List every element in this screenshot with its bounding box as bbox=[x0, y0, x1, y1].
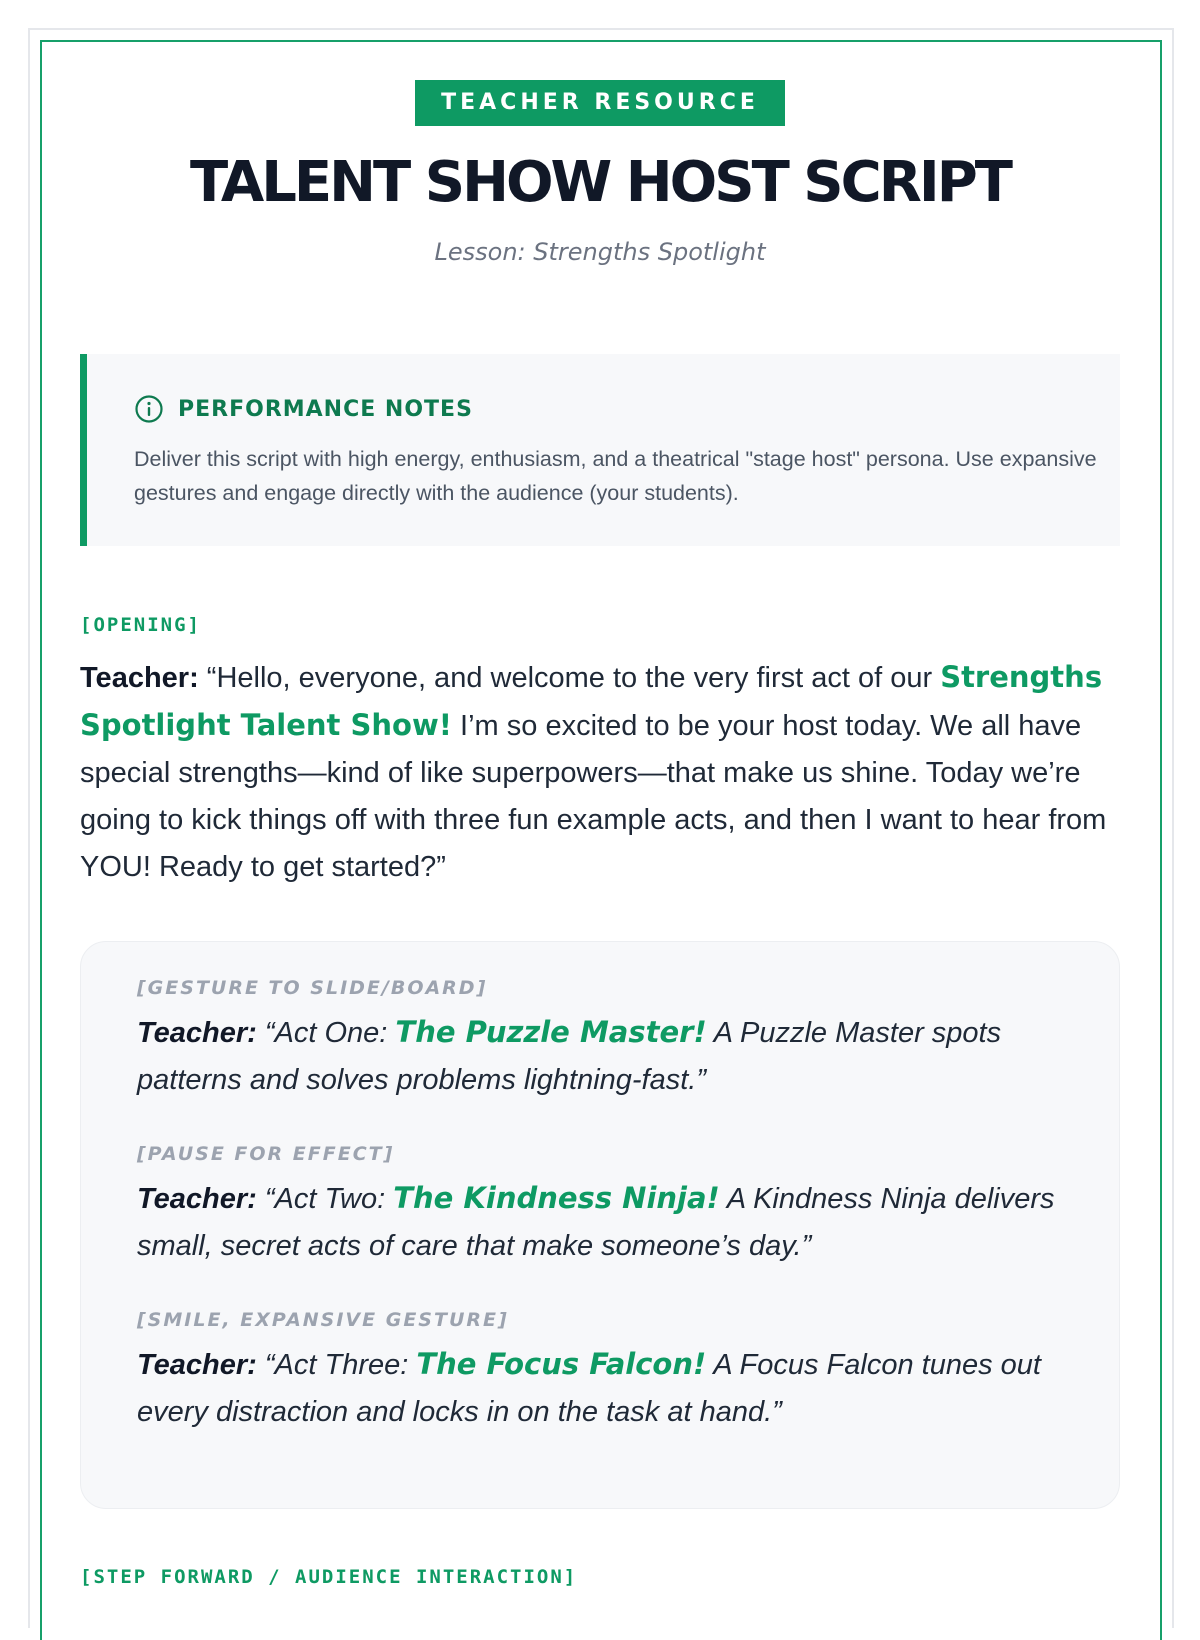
example-acts-panel bbox=[80, 941, 1120, 1509]
lesson-subtitle: Lesson: Strengths Spotlight bbox=[434, 238, 766, 266]
act-text-post: A Focus Falcon tunes out every distraction and locks in on the task at hand.” bbox=[137, 1349, 1041, 1428]
act-line bbox=[137, 1175, 1057, 1270]
opening-text-post: I’m so excited to be your host today. We all have special strengths—kind of like superpowers—that make us shine. Today we’re going to kick things off with three fun example acts, and then I want to hear from YOU! Ready to get started?” bbox=[80, 710, 1107, 883]
act-text-post: A Kindness Ninja delivers small, secret acts of care that make someone’s day.” bbox=[137, 1183, 1055, 1262]
opening-text-pre: “Hello, everyone, and welcome to the very first act of our bbox=[198, 662, 941, 694]
stage-direction-label: [PAUSE FOR EFFECT] bbox=[137, 1143, 395, 1165]
speaker-label: Teacher: bbox=[137, 1017, 257, 1049]
act-two bbox=[137, 1143, 1057, 1270]
speaker-label: Teacher: bbox=[137, 1183, 257, 1215]
badge-wrapper bbox=[0, 80, 1200, 126]
teacher-resource-badge: TEACHER RESOURCE bbox=[415, 80, 785, 126]
act-text-post: A Puzzle Master spots patterns and solves problems lightning-fast.” bbox=[137, 1017, 1002, 1096]
performance-notes-body: Deliver this script with high energy, enthusiasm, and a theatrical "stage host" persona. Use expansive gestures and engage directly with the audience (your students). bbox=[134, 447, 1097, 505]
act-text-pre: “Act Three: bbox=[256, 1349, 417, 1381]
performance-notes-box bbox=[80, 354, 1120, 546]
act-line bbox=[137, 1341, 1057, 1436]
act-line bbox=[137, 1009, 1057, 1104]
stage-direction-label: [GESTURE TO SLIDE/BOARD] bbox=[137, 977, 488, 999]
act-three bbox=[137, 1309, 1057, 1436]
act-highlight: The Focus Falcon! bbox=[416, 1347, 707, 1381]
opening-line bbox=[80, 654, 1120, 891]
act-one bbox=[137, 977, 1057, 1104]
speaker-label: Teacher: bbox=[80, 662, 199, 694]
act-text-pre: “Act One: bbox=[256, 1017, 396, 1049]
page-title: TALENT SHOW HOST SCRIPT bbox=[190, 150, 1010, 215]
info-icon bbox=[134, 394, 164, 424]
opening-label: [OPENING] bbox=[80, 614, 201, 636]
performance-notes-header bbox=[134, 394, 473, 424]
act-highlight: The Puzzle Master! bbox=[395, 1015, 707, 1049]
act-highlight: The Kindness Ninja! bbox=[393, 1181, 720, 1215]
stage-direction-label: [SMILE, EXPANSIVE GESTURE] bbox=[137, 1309, 509, 1331]
act-text-pre: “Act Two: bbox=[256, 1183, 394, 1215]
audience-interaction-label: [STEP FORWARD / AUDIENCE INTERACTION] bbox=[80, 1566, 578, 1588]
opening-highlight: Strengths Spotlight Talent Show! bbox=[80, 660, 1103, 742]
speaker-label: Teacher: bbox=[137, 1349, 257, 1381]
performance-notes-title: PERFORMANCE NOTES bbox=[178, 396, 473, 422]
